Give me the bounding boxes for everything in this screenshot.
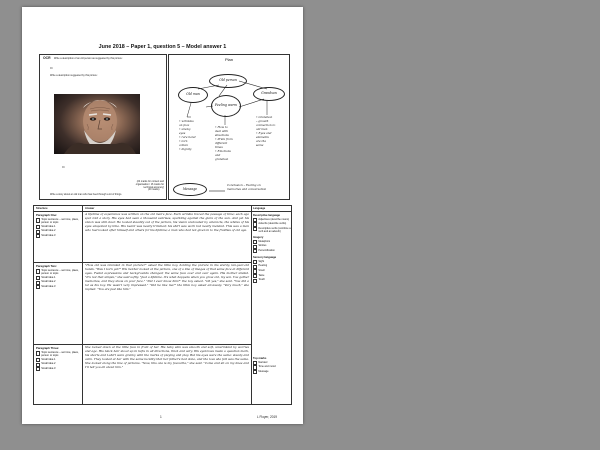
checkbox[interactable] (36, 367, 40, 371)
page-number: 1 (160, 415, 162, 419)
checklist-item[interactable]: Topic sentence – set time, place, person or topic. (36, 269, 80, 275)
paragraph-two-checklist (36, 265, 80, 289)
footer-author: L Floyer, 2019 (257, 415, 278, 419)
checkbox[interactable] (253, 370, 257, 374)
checklist-item[interactable]: Adverbs (describe verbs) (253, 222, 291, 227)
checkbox[interactable] (253, 365, 257, 369)
checklist-item[interactable]: Small idea 2 (36, 229, 80, 234)
checkbox[interactable] (253, 245, 257, 249)
checkbox[interactable] (36, 234, 40, 238)
language-checklist (253, 213, 291, 283)
checklist-item[interactable]: Small idea 2 (36, 280, 80, 285)
checklist-item[interactable]: Touch (253, 278, 291, 283)
checkbox[interactable] (253, 240, 257, 244)
or-label: Or (62, 166, 65, 169)
model-answer-table (33, 205, 292, 405)
marks-caption: (24 marks for content and organisation / 16 marks for technical accuracy) (135, 180, 164, 189)
checkbox[interactable] (253, 274, 257, 278)
header-answer: Answer (85, 207, 95, 210)
old-man-face-illustration (54, 94, 140, 154)
checklist-item[interactable]: Sight (253, 260, 291, 265)
checklist-item[interactable]: Small idea 3 (36, 367, 80, 372)
mind-map-node-grandson: Grandson (253, 87, 285, 101)
checklist-item[interactable]: Small idea 3 (36, 234, 80, 239)
language-section-title: Descriptive language (253, 214, 281, 217)
language-section-title: Sensory language (253, 256, 277, 260)
paragraph-title: Paragraph Two: (36, 264, 57, 268)
top-marks-checklist (253, 356, 291, 374)
checklist-item[interactable]: Topic sentence – set time, place, person or topic. (36, 218, 80, 224)
paragraph-title: Paragraph One: (36, 213, 57, 217)
checkbox[interactable] (36, 269, 40, 273)
language-section-title: Imagery (253, 236, 264, 240)
paragraph-title: Paragraph Three: (36, 346, 60, 350)
checkbox[interactable] (36, 351, 40, 355)
checkbox[interactable] (36, 218, 40, 222)
checklist-item[interactable]: Similes (253, 244, 291, 249)
checkbox[interactable] (253, 269, 257, 273)
checklist-item[interactable]: Tone and mood (253, 365, 291, 370)
story-option-text: Write a story about an old man who has lived through a lot of things. (50, 193, 122, 196)
checklist-item[interactable]: Descriptive verbs (combine a verb and an adverb) (253, 227, 291, 234)
checkbox[interactable] (36, 285, 40, 289)
checklist-item[interactable]: Metaphors (253, 240, 291, 245)
checkbox[interactable] (253, 279, 257, 283)
column-divider (82, 206, 83, 404)
checklist-item[interactable]: Personification (253, 249, 291, 254)
option-label: Or (50, 67, 53, 70)
checklist-item[interactable]: Small idea 3 (36, 285, 80, 290)
checklist-item[interactable]: Small idea 1 (36, 358, 80, 363)
plan-conclusion: Conclusion – Feeling on memories and conversation (227, 183, 267, 192)
checklist-item[interactable]: Small idea 1 (36, 225, 80, 230)
checkbox[interactable] (36, 230, 40, 234)
mind-map-node-old-person: Old person (209, 74, 247, 88)
old-man-photo (54, 94, 140, 154)
checkbox[interactable] (36, 276, 40, 280)
checkbox[interactable] (36, 363, 40, 367)
checklist-item[interactable]: Adjectives (describe nouns) (253, 218, 291, 223)
language-section-title: Top marks (253, 357, 267, 360)
header-language: Language (253, 207, 266, 210)
checkbox[interactable] (253, 249, 257, 253)
checkbox[interactable] (253, 260, 257, 264)
checklist-item[interactable]: Narrator (253, 361, 291, 366)
checklist-item[interactable]: Smell (253, 269, 291, 274)
plan-notes-old-man: • wrinkles on face • smoky eyes • rare hand • torn cotten • dignity (179, 119, 196, 152)
checklist-item[interactable]: Taste (253, 274, 291, 279)
answer-paragraph-three: She looked down at the little face in front of her. His baby skin was smooth and soft, unwrinkled by worries and age. His black hair stood up in tufts in all directions, thick and wiry. His eyebrows made a question mark, his shorts and t-shirt were grubby with the marks of playing and play. But his eyes were the same: steady and calm. They looked at her with the same lucidity that her father's had done, and the love she felt was the same. She looked along the line of pictures. "Now, this one is my favourite," she said. "Come and sit on my knee and I'll tell you all about him." (85, 345, 249, 369)
plan-mind-map (168, 54, 290, 200)
checklist-item[interactable]: Hearing (253, 264, 291, 269)
column-divider (251, 206, 252, 404)
checklist-item[interactable]: Small idea 1 (36, 276, 80, 281)
header-structure: Structure (36, 207, 48, 210)
checkbox[interactable] (253, 265, 257, 269)
checkbox[interactable] (36, 281, 40, 285)
paragraph-one-checklist (36, 214, 80, 238)
plan-title: Plan (224, 57, 233, 62)
checkbox[interactable] (36, 358, 40, 362)
checkbox[interactable] (253, 222, 257, 226)
checkbox[interactable] (253, 227, 257, 231)
mind-map-node-old-man: Old man (178, 87, 208, 103)
plan-notes-feeling: • How to deal with situations • Pride from different times • Emotions and grandson (215, 125, 233, 162)
mind-map-node-feeling-warm: Feeling warm (211, 95, 241, 117)
exam-logo: OCR (43, 56, 51, 60)
mind-map-node-message: Message (173, 183, 207, 196)
checklist-item[interactable]: Topic sentence – set time, place, person or topic. (36, 351, 80, 357)
checkbox[interactable] (36, 225, 40, 229)
checkbox[interactable] (253, 361, 257, 365)
paragraph-three-checklist (36, 347, 80, 371)
marks-total: (40 marks) (148, 188, 160, 191)
answer-paragraph-one: A lifetime of experience was written on the old man's face. Each wrinkle traced the passage of time; each age spot told a story. His eyes had seen a thousand sunrises, sparkling against the glare of the sun. And yet his vision was still clear. He looked steadily out of the picture, his vision unclouded by cataracts, the whites of his eyes unspoiled by time. His beard was neatly trimmed; his shirt was worn but neatly mended. This was a man who had looked after himself and others for his lifetime; a man who had not given in to the frailties of old age. (85, 212, 249, 232)
page-title: June 2018 – Paper 1, question 5 – Model answer 1 (98, 44, 227, 50)
question-header: Write a description of an old person as suggested by this picture: (54, 57, 123, 60)
checkbox[interactable] (253, 218, 257, 222)
answer-paragraph-two: "How old was Grandad in that picture?" asked the little boy, holding the picture in his sturdy, ten-year-old hands. "Was I born yet?" His mother looked at the picture, one of a line of images of that same face at different ages. Faded expressions and backgrounds changed; the same face over and over again. His mother smiled. "It's not that simple," she said softly. "Just a lifetime. It's what happens when you grow old, my son. You gather memories, and they show on your face." "Did I ever know him?" the boy asked. "Oh yes," she said. "You did a lot as his boy. He wasn't very impressed." "Did he like me?" the little boy asked anxiously. "Very much," she replied. "You are just like him." (85, 263, 249, 291)
checklist-item[interactable]: Message (253, 370, 291, 375)
plan-notes-grandson: • Grandson – growth connection to old man • Eyes and elements are the same (256, 115, 276, 148)
checklist-item[interactable]: Small idea 2 (36, 362, 80, 367)
option-text: Write a description suggested by this picture: (50, 74, 98, 77)
document-page (22, 7, 303, 424)
